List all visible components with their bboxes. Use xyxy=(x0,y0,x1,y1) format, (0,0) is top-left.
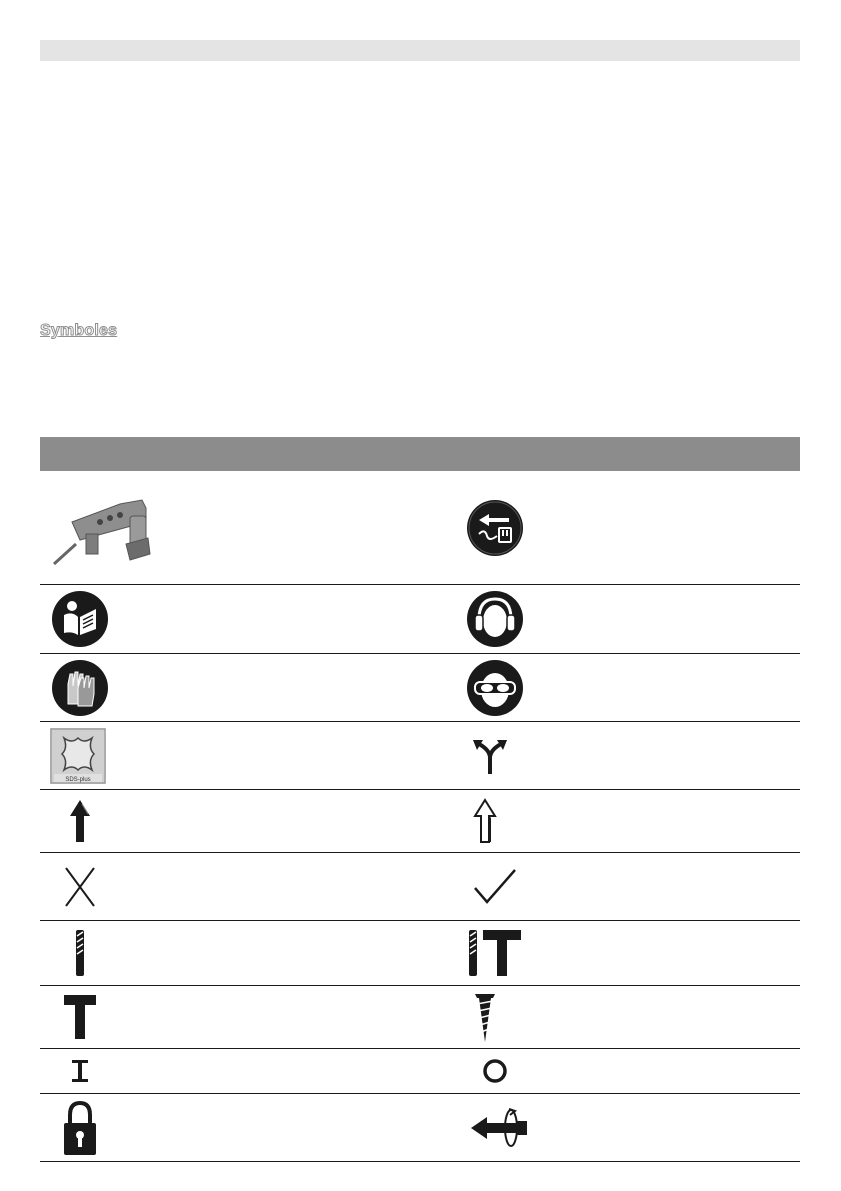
wear-gloves-icon xyxy=(50,658,110,718)
sds-plus-chuck-icon xyxy=(50,728,106,784)
symbols-table-header xyxy=(40,437,800,471)
drill-hammer-icon xyxy=(465,926,525,980)
wear-safety-glasses-icon xyxy=(465,658,525,718)
table-row xyxy=(40,853,800,921)
outline-up-arrow-icon xyxy=(465,798,505,844)
symbols-table xyxy=(40,471,800,1162)
wear-ear-protection-icon xyxy=(465,589,525,649)
table-row xyxy=(40,471,800,585)
top-gray-bar xyxy=(40,40,800,61)
table-row xyxy=(40,722,800,790)
table-row xyxy=(40,986,800,1049)
on-switch-icon xyxy=(50,1056,110,1086)
section-heading-symbols: Symboles xyxy=(40,322,118,339)
table-row xyxy=(40,654,800,722)
svg-text:SDS-plus: SDS-plus xyxy=(65,776,91,783)
table-row xyxy=(40,585,800,654)
unplug-before-work-icon xyxy=(465,498,525,558)
off-switch-icon xyxy=(465,1056,525,1086)
table-row xyxy=(40,921,800,986)
padlock-icon xyxy=(50,1099,110,1157)
table-row xyxy=(40,790,800,853)
drill-bit-icon xyxy=(50,926,110,980)
read-manual-icon xyxy=(50,589,110,649)
chisel-rotation-icon xyxy=(465,1103,535,1153)
check-correct-icon xyxy=(465,862,525,912)
rotary-hammer-icon xyxy=(50,482,160,574)
cross-incorrect-icon xyxy=(50,862,110,912)
table-row xyxy=(40,1094,800,1162)
chisel-hammer-icon xyxy=(50,991,110,1043)
screw-icon xyxy=(465,990,505,1044)
solid-up-arrow-icon xyxy=(50,798,110,844)
table-row xyxy=(40,1049,800,1094)
fork-arrow-icon xyxy=(465,736,515,776)
